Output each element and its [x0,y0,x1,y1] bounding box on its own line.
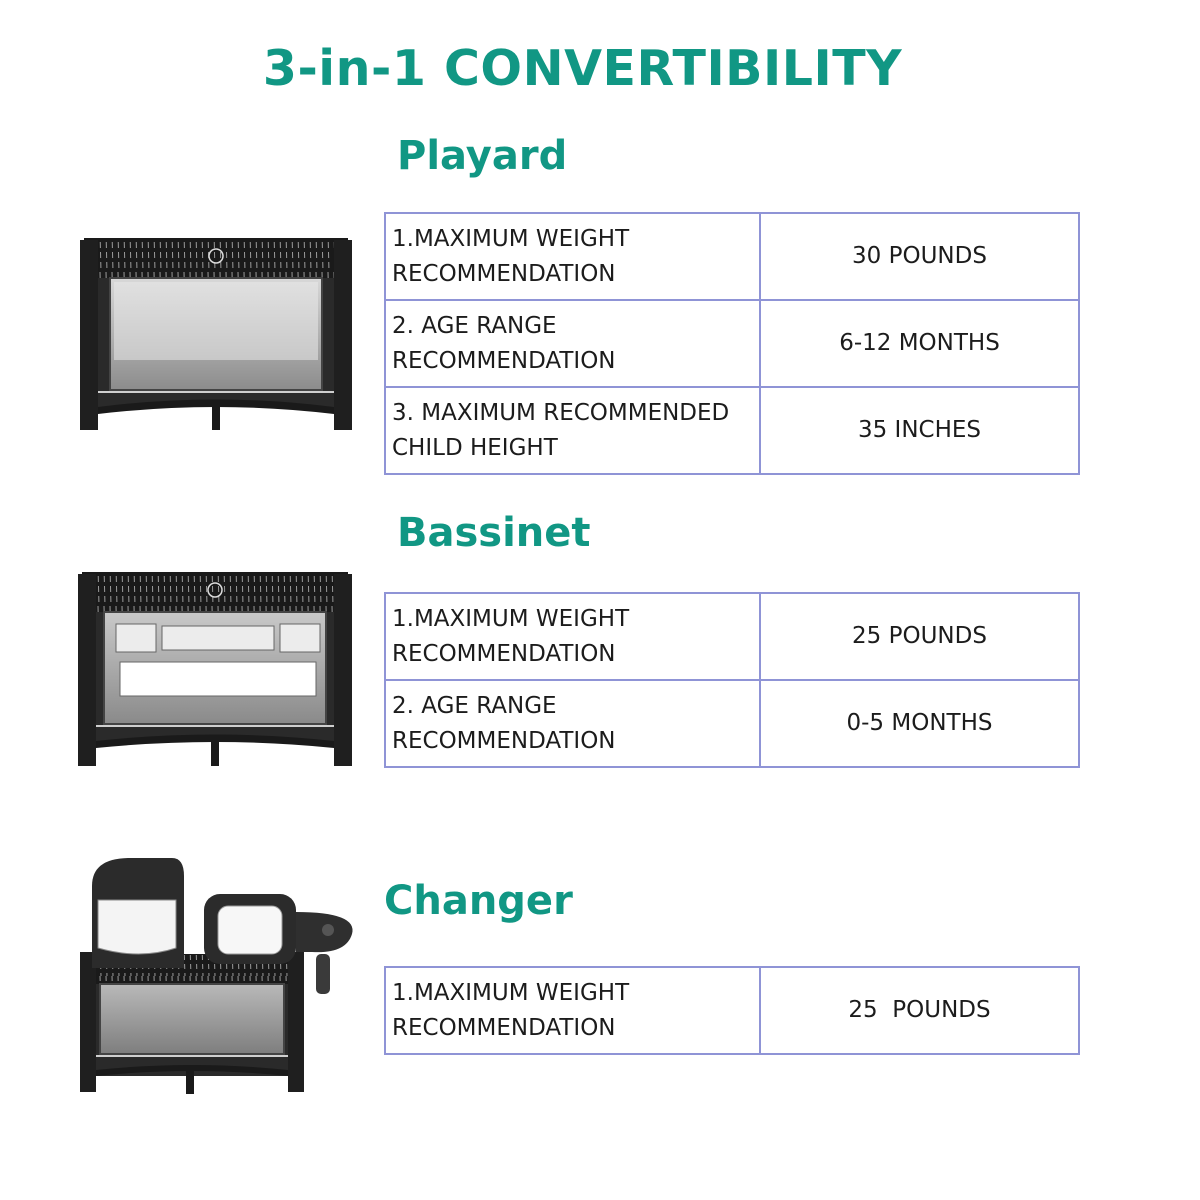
spec-value: 30 POUNDS [760,213,1079,300]
spec-value: 0-5 MONTHS [760,680,1079,767]
spec-value: 6-12 MONTHS [760,300,1079,387]
changer-product-image [80,856,360,1096]
bassinet-spec-table [384,592,1080,768]
spec-label: 2. AGE RANGE RECOMMENDATION [385,680,760,767]
table-row [385,593,1079,680]
spec-value: 25 POUNDS [760,967,1079,1054]
table-row [385,213,1079,300]
changer-spec-table [384,966,1080,1055]
spec-label: 3. MAXIMUM RECOMMENDED CHILD HEIGHT [385,387,760,474]
table-row [385,680,1079,767]
spec-label: 2. AGE RANGE RECOMMENDATION [385,300,760,387]
section-title-bassinet: Bassinet [397,510,591,556]
playard-product-image [80,232,352,434]
page-title: 3-in-1 CONVERTIBILITY [262,40,903,97]
section-title-playard: Playard [397,133,568,179]
spec-label: 1.MAXIMUM WEIGHT RECOMMENDATION [385,593,760,680]
spec-label: 1.MAXIMUM WEIGHT RECOMMENDATION [385,967,760,1054]
spec-value: 25 POUNDS [760,593,1079,680]
spec-value: 35 INCHES [760,387,1079,474]
bassinet-product-image [78,566,352,770]
table-row [385,300,1079,387]
table-row [385,967,1079,1054]
playard-spec-table [384,212,1080,475]
spec-label: 1.MAXIMUM WEIGHT RECOMMENDATION [385,213,760,300]
table-row [385,387,1079,474]
section-title-changer: Changer [384,878,573,924]
